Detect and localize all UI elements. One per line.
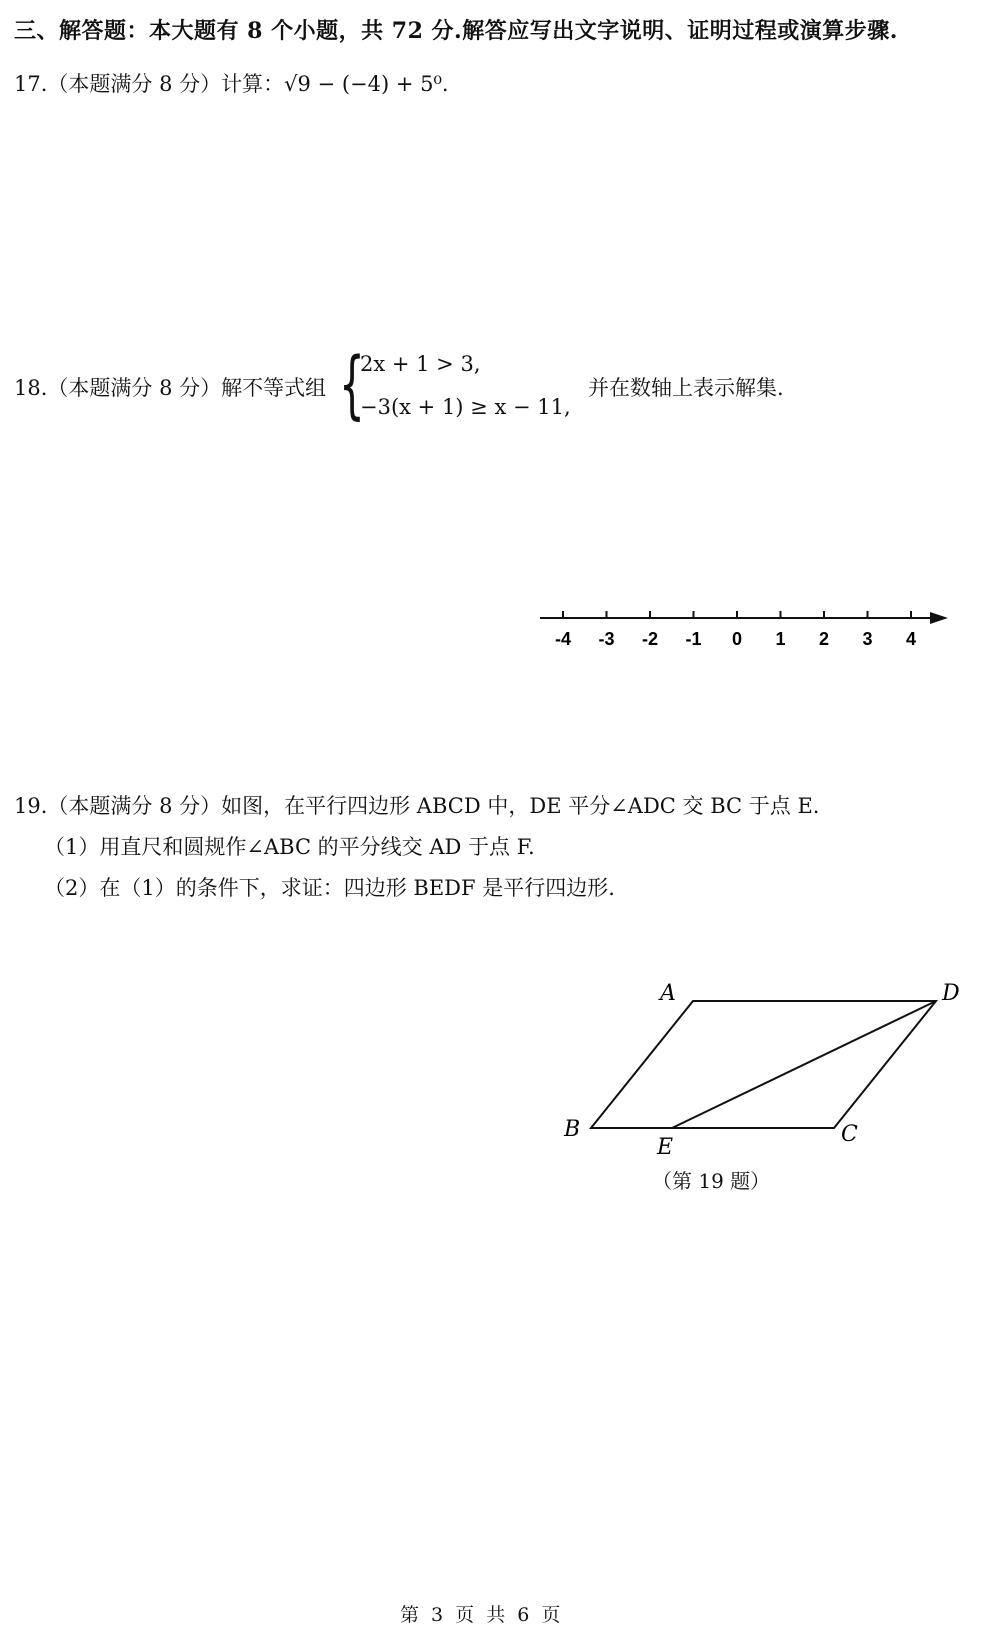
q19-number: 19. <box>14 794 48 818</box>
number-line-tick-label: 3 <box>862 629 873 649</box>
figure-caption: （第 19 题） <box>652 1169 771 1193</box>
q17-number: 17. <box>14 72 48 96</box>
q18-inequality-1: 2x + 1 > 3, <box>360 352 481 376</box>
point-label-c: C <box>841 1122 858 1147</box>
segment-de <box>672 1001 936 1128</box>
q18-inequality-2: −3(x + 1) ≥ x − 11, <box>360 395 571 419</box>
number-line <box>540 611 948 649</box>
number-line-tick-label: 1 <box>775 629 786 649</box>
number-line-tick-label: -1 <box>685 629 702 649</box>
q17-expression: √9 − (−4) + 5⁰. <box>284 72 449 96</box>
number-line-tick-label: 0 <box>731 629 743 649</box>
q18-tail: 并在数轴上表示解集. <box>588 376 784 400</box>
point-label-d: D <box>942 981 960 1006</box>
point-label-a: A <box>660 981 676 1006</box>
parallelogram-figure <box>563 981 960 1160</box>
section-title: 三、解答题：本大题有 8 个小题，共 72 分.解答应写出文字说明、证明过程或演算步骤. <box>14 18 898 44</box>
parallelogram-abcd <box>591 1001 936 1128</box>
q19-part-1: （1）用直尺和圆规作∠ABC 的平分线交 AD 于点 F. <box>44 835 535 859</box>
q17-prompt: 计算： <box>221 72 285 96</box>
q17-score: （本题满分 8 分） <box>47 72 222 96</box>
page-footer: 第 3 页 共 6 页 <box>400 1604 564 1626</box>
number-line-tick-label: -4 <box>554 629 572 649</box>
system-brace: { <box>339 342 365 428</box>
number-line-tick-label: -3 <box>598 629 615 649</box>
q18-prompt: 解不等式组 <box>221 376 327 400</box>
q18-score: （本题满分 8 分） <box>47 376 222 400</box>
point-label-e: E <box>657 1135 674 1160</box>
number-line-tick-label: -2 <box>641 629 659 649</box>
number-line-arrow-icon <box>930 612 948 624</box>
point-label-b: B <box>564 1117 581 1142</box>
q19-part-2: （2）在（1）的条件下，求证：四边形 BEDF 是平行四边形. <box>44 876 615 900</box>
q19-stem: 如图，在平行四边形 ABCD 中，DE 平分∠ADC 交 BC 于点 E. <box>221 794 820 818</box>
q19-score: （本题满分 8 分） <box>47 794 222 818</box>
number-line-tick-label: 2 <box>818 629 830 649</box>
q18-number: 18. <box>14 376 48 400</box>
number-line-tick-label: 4 <box>905 629 917 649</box>
